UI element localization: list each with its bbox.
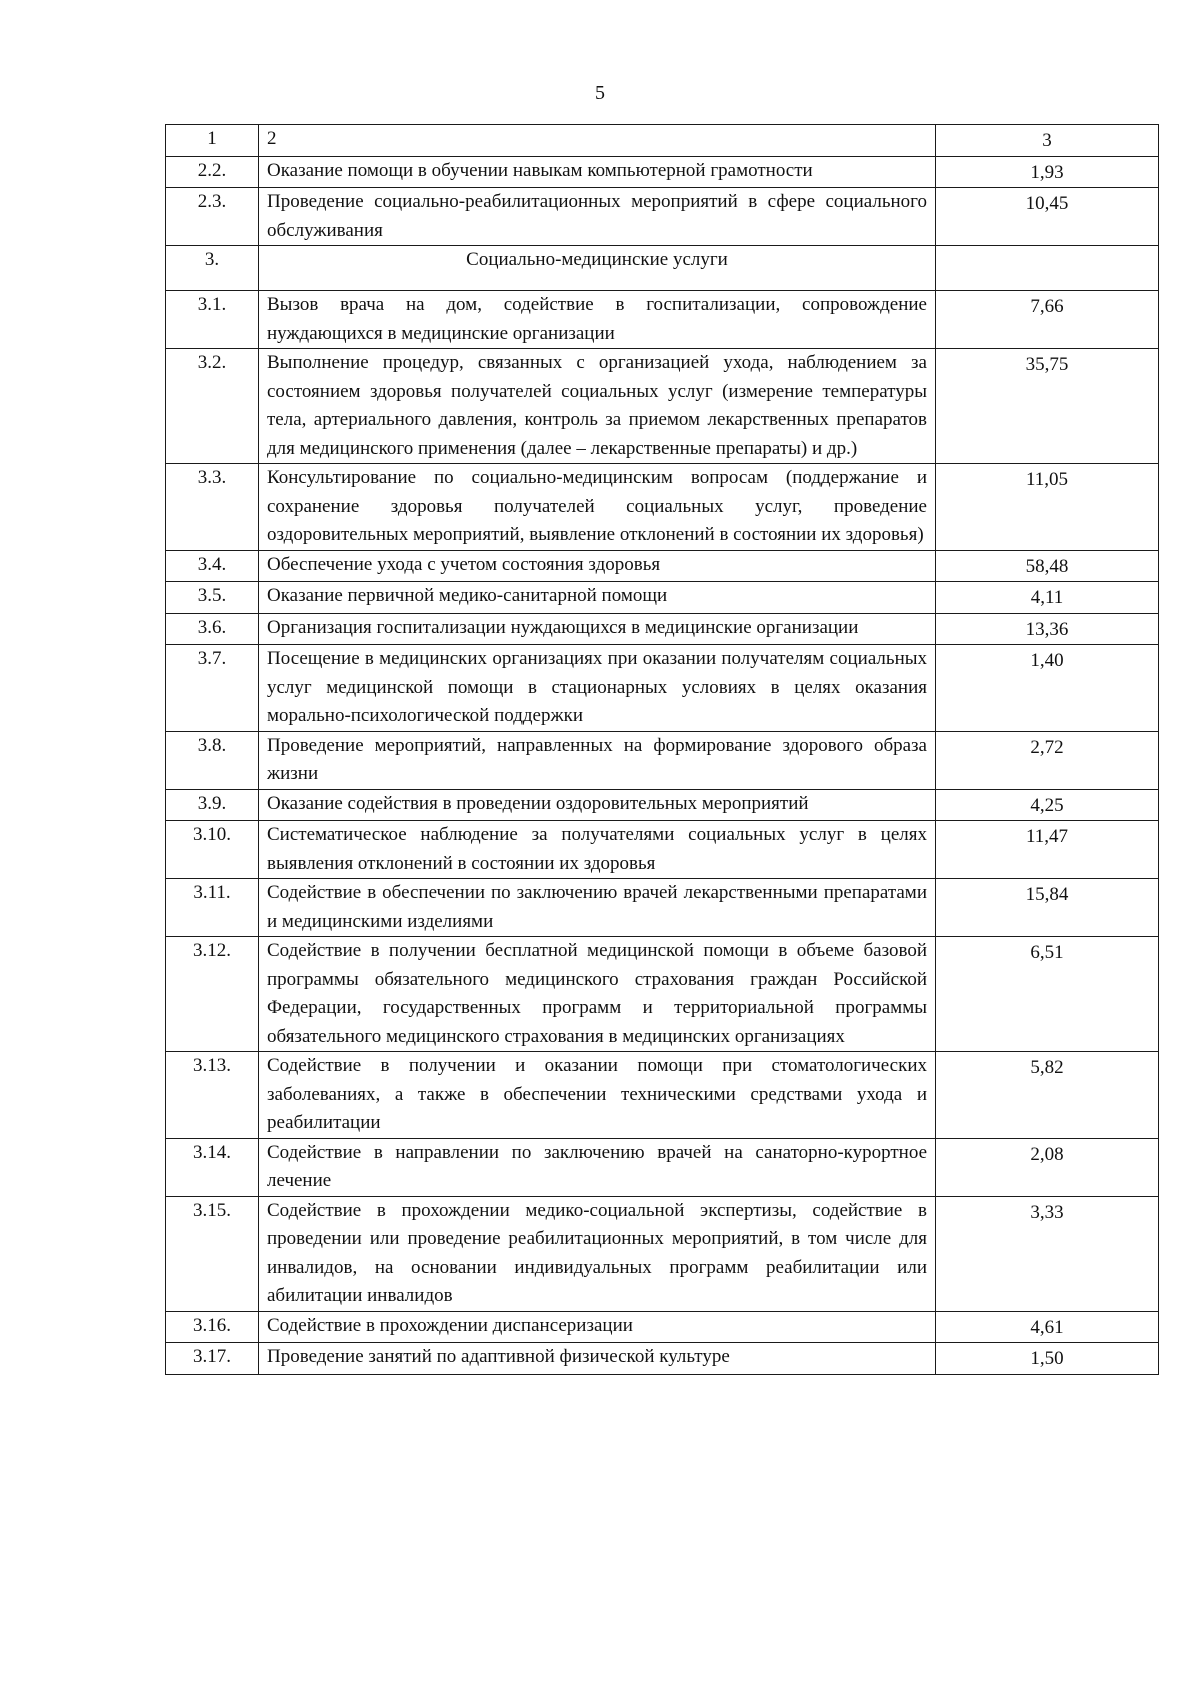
service-value: 4,25	[936, 789, 1159, 821]
table-body	[166, 125, 1159, 1375]
table-row	[166, 1196, 1159, 1311]
service-name: Содействие в получении и оказании помощи при стоматологических заболеваниях, а также в обеспечении техническими средствами ухода и реабилитации	[259, 1052, 936, 1139]
section-row	[166, 246, 1159, 291]
row-number: 3.2.	[166, 349, 259, 464]
row-number: 3.17.	[166, 1343, 259, 1375]
row-number: 3.16.	[166, 1311, 259, 1343]
row-number: 3.3.	[166, 464, 259, 551]
table-row	[166, 789, 1159, 821]
row-number: 3.11.	[166, 879, 259, 937]
table-row	[166, 613, 1159, 645]
table-row	[166, 879, 1159, 937]
service-value	[936, 246, 1159, 291]
service-name: Содействие в получении бесплатной медицинской помощи в объеме базовой программы обязательного медицинского страхования граждан Российской Федерации, государственных программ и территориальной программы обязательного медицинского страхования в медицинских организациях	[259, 937, 936, 1052]
service-name: Систематическое наблюдение за получателями социальных услуг в целях выявления отклонений в состоянии их здоровья	[259, 821, 936, 879]
service-value: 4,61	[936, 1311, 1159, 1343]
service-name: Консультирование по социально-медицинским вопросам (поддержание и сохранение здоровья получателей социальных услуг, проведение оздоровительных мероприятий, выявление отклонений в состоянии их здоровья)	[259, 464, 936, 551]
service-name: Оказание содействия в проведении оздоровительных мероприятий	[259, 789, 936, 821]
service-value: 6,51	[936, 937, 1159, 1052]
service-name: Содействие в прохождении диспансеризации	[259, 1311, 936, 1343]
table-row	[166, 550, 1159, 582]
table-row	[166, 349, 1159, 464]
service-value: 10,45	[936, 188, 1159, 246]
service-value: 11,47	[936, 821, 1159, 879]
row-number: 3.7.	[166, 645, 259, 732]
service-name: Содействие в прохождении медико-социальной экспертизы, содействие в проведении или проведение реабилитационных мероприятий, в том числе для инвалидов, на основании индивидуальных программ реабилитации или абилитации инвалидов	[259, 1196, 936, 1311]
service-name: Проведение занятий по адаптивной физической культуре	[259, 1343, 936, 1375]
table-row	[166, 937, 1159, 1052]
table-row	[166, 1343, 1159, 1375]
table-row	[166, 1052, 1159, 1139]
row-number: 3.10.	[166, 821, 259, 879]
service-name: Организация госпитализации нуждающихся в медицинские организации	[259, 613, 936, 645]
column-header-1: 1	[166, 125, 259, 157]
service-value: 1,50	[936, 1343, 1159, 1375]
service-name: Оказание помощи в обучении навыкам компьютерной грамотности	[259, 156, 936, 188]
service-name: Выполнение процедур, связанных с организацией ухода, наблюдением за состоянием здоровья получателей социальных услуг (измерение температуры тела, артериального давления, контроль за приемом лекарственных препаратов для медицинского применения (далее – лекарственные препараты) и др.)	[259, 349, 936, 464]
row-number: 3.	[166, 246, 259, 291]
table-row	[166, 821, 1159, 879]
row-number: 3.1.	[166, 291, 259, 349]
table-row	[166, 291, 1159, 349]
section-title: Социально-медицинские услуги	[259, 246, 936, 291]
column-header-2: 2	[259, 125, 936, 157]
table-row	[166, 731, 1159, 789]
service-value: 11,05	[936, 464, 1159, 551]
service-name: Проведение социально-реабилитационных мероприятий в сфере социального обслуживания	[259, 188, 936, 246]
row-number: 3.6.	[166, 613, 259, 645]
service-value: 2,72	[936, 731, 1159, 789]
row-number: 3.9.	[166, 789, 259, 821]
table-row	[166, 464, 1159, 551]
service-value: 4,11	[936, 582, 1159, 614]
row-number: 2.3.	[166, 188, 259, 246]
service-value: 15,84	[936, 879, 1159, 937]
table-row	[166, 582, 1159, 614]
service-value: 7,66	[936, 291, 1159, 349]
row-number: 3.12.	[166, 937, 259, 1052]
table-row	[166, 156, 1159, 188]
row-number: 3.15.	[166, 1196, 259, 1311]
column-header-3: 3	[936, 125, 1159, 157]
service-name: Содействие в обеспечении по заключению врачей лекарственными препаратами и медицинскими изделиями	[259, 879, 936, 937]
row-number: 3.13.	[166, 1052, 259, 1139]
row-number: 2.2.	[166, 156, 259, 188]
services-table	[165, 124, 1159, 1375]
row-number: 3.5.	[166, 582, 259, 614]
service-name: Посещение в медицинских организациях при оказании получателям социальных услуг медицинской помощи в стационарных условиях в целях оказания морально-психологической поддержки	[259, 645, 936, 732]
service-value: 58,48	[936, 550, 1159, 582]
table-header-row	[166, 125, 1159, 157]
service-value: 1,93	[936, 156, 1159, 188]
service-name: Содействие в направлении по заключению врачей на санаторно-курортное лечение	[259, 1138, 936, 1196]
service-name: Проведение мероприятий, направленных на формирование здорового образа жизни	[259, 731, 936, 789]
service-name: Обеспечение ухода с учетом состояния здоровья	[259, 550, 936, 582]
service-value: 2,08	[936, 1138, 1159, 1196]
table-row	[166, 188, 1159, 246]
service-value: 1,40	[936, 645, 1159, 732]
service-name: Вызов врача на дом, содействие в госпитализации, сопровождение нуждающихся в медицинские организации	[259, 291, 936, 349]
service-value: 3,33	[936, 1196, 1159, 1311]
row-number: 3.8.	[166, 731, 259, 789]
row-number: 3.14.	[166, 1138, 259, 1196]
table-row	[166, 1311, 1159, 1343]
row-number: 3.4.	[166, 550, 259, 582]
service-value: 35,75	[936, 349, 1159, 464]
service-value: 5,82	[936, 1052, 1159, 1139]
page-number: 5	[595, 82, 605, 104]
table-row	[166, 645, 1159, 732]
service-value: 13,36	[936, 613, 1159, 645]
service-name: Оказание первичной медико-санитарной помощи	[259, 582, 936, 614]
table-row	[166, 1138, 1159, 1196]
